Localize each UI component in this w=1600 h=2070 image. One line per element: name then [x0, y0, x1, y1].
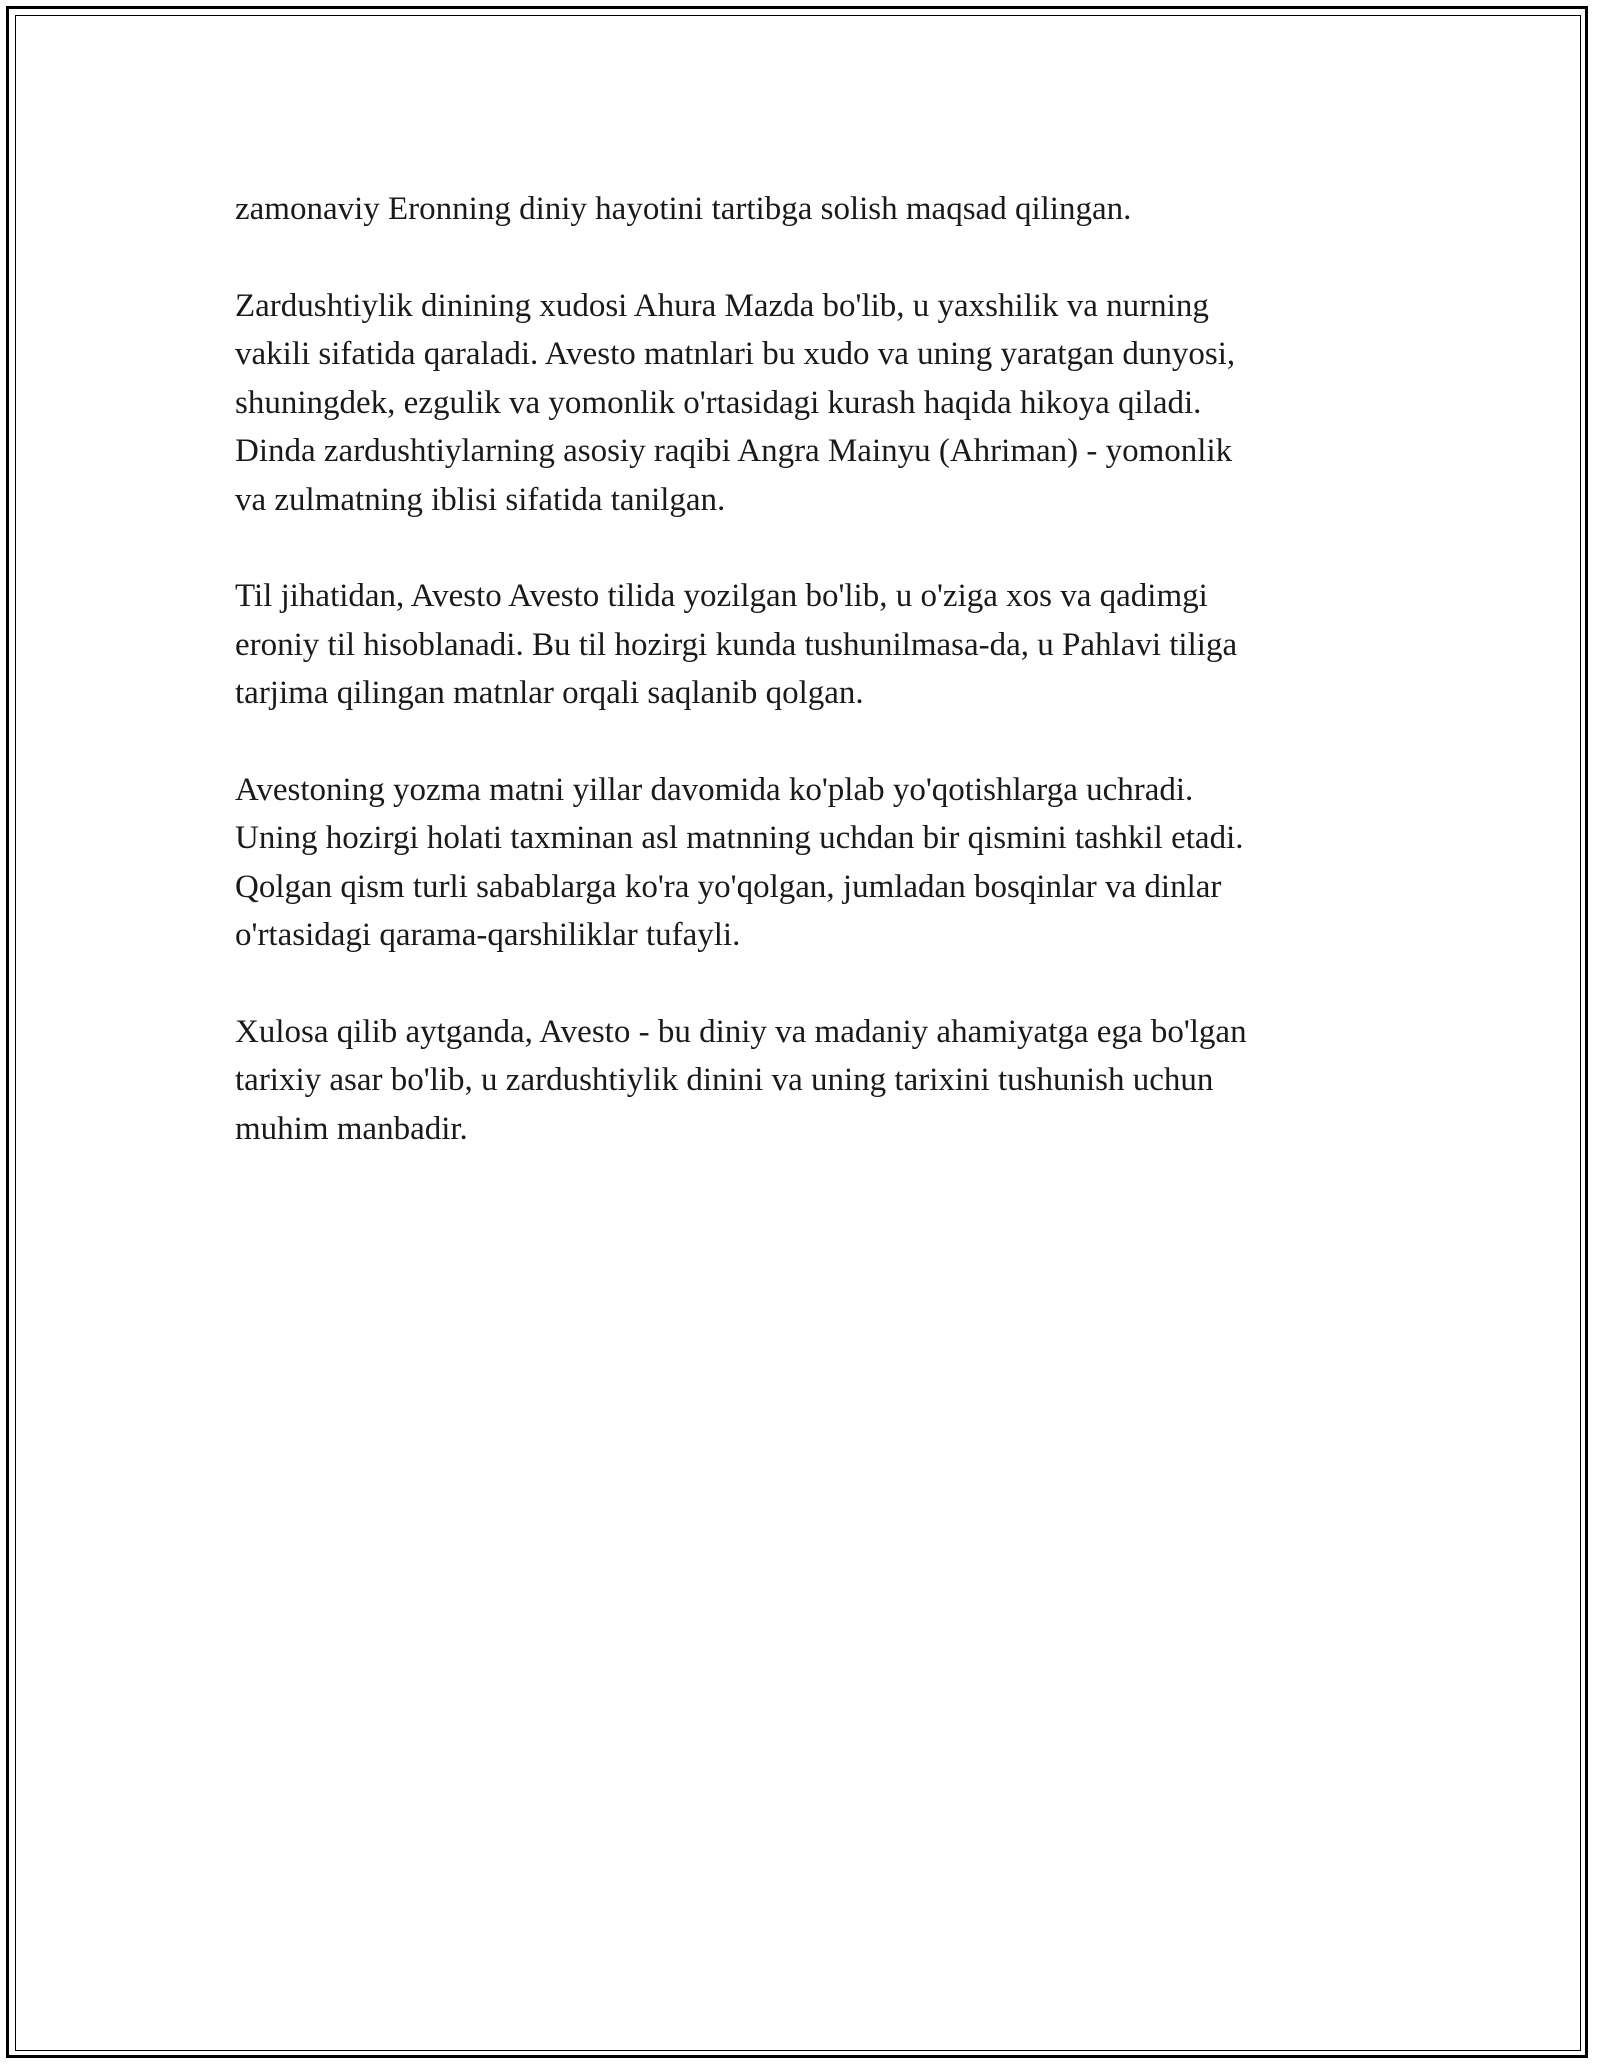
paragraph-continuation: zamonaviy Eronning diniy hayotini tartibga solish maqsad qilingan. [235, 191, 1132, 227]
paragraph-language: Til jihatidan, Avesto Avesto tilida yozilgan bo'lib, u o'ziga xos va qadimgi eroniy til hisoblanadi. Bu til hozirgi kunda tushunilmasa-da, u Pahlavi tiliga tarjima qilingan matnlar orqali saqlanib qolgan. [235, 578, 1238, 711]
paragraph-conclusion: Xulosa qilib aytganda, Avesto - bu diniy va madaniy ahamiyatga ega bo'lgan tarixiy asar bo'lib, u zardushtiylik dinini va uning tarixini tushunish uchun muhim manbadir. [235, 1013, 1247, 1147]
paragraph-ahura-mazda: Zardushtiylik dinining xudosi Ahura Mazda bo'lib, u yaxshilik va nurning vakili sifatida qaraladi. Avesto matnlari bu xudo va uning yaratgan dunyosi, shuningdek, ezgulik va yomonlik o'rtasidagi kurash haqida hikoya qiladi. Dinda zardushtiylarning asosiy raqibi Angra Mainyu (Ahriman) - yomonlik va zulmatning iblisi sifatida tanilgan. [235, 287, 1236, 518]
paragraph-text-losses: Avestoning yozma matni yillar davomida ko'plab yo'qotishlarga uchradi. Uning hozirgi holati taxminan asl matnning uchdan bir qismini tashkil etadi. Qolgan qism turli sabablarga ko'ra yo'qolgan, jumladan bosqinlar va dinlar o'rtasidagi qarama-qarshiliklar tufayli. [235, 771, 1244, 953]
document-body [235, 185, 1395, 1201]
